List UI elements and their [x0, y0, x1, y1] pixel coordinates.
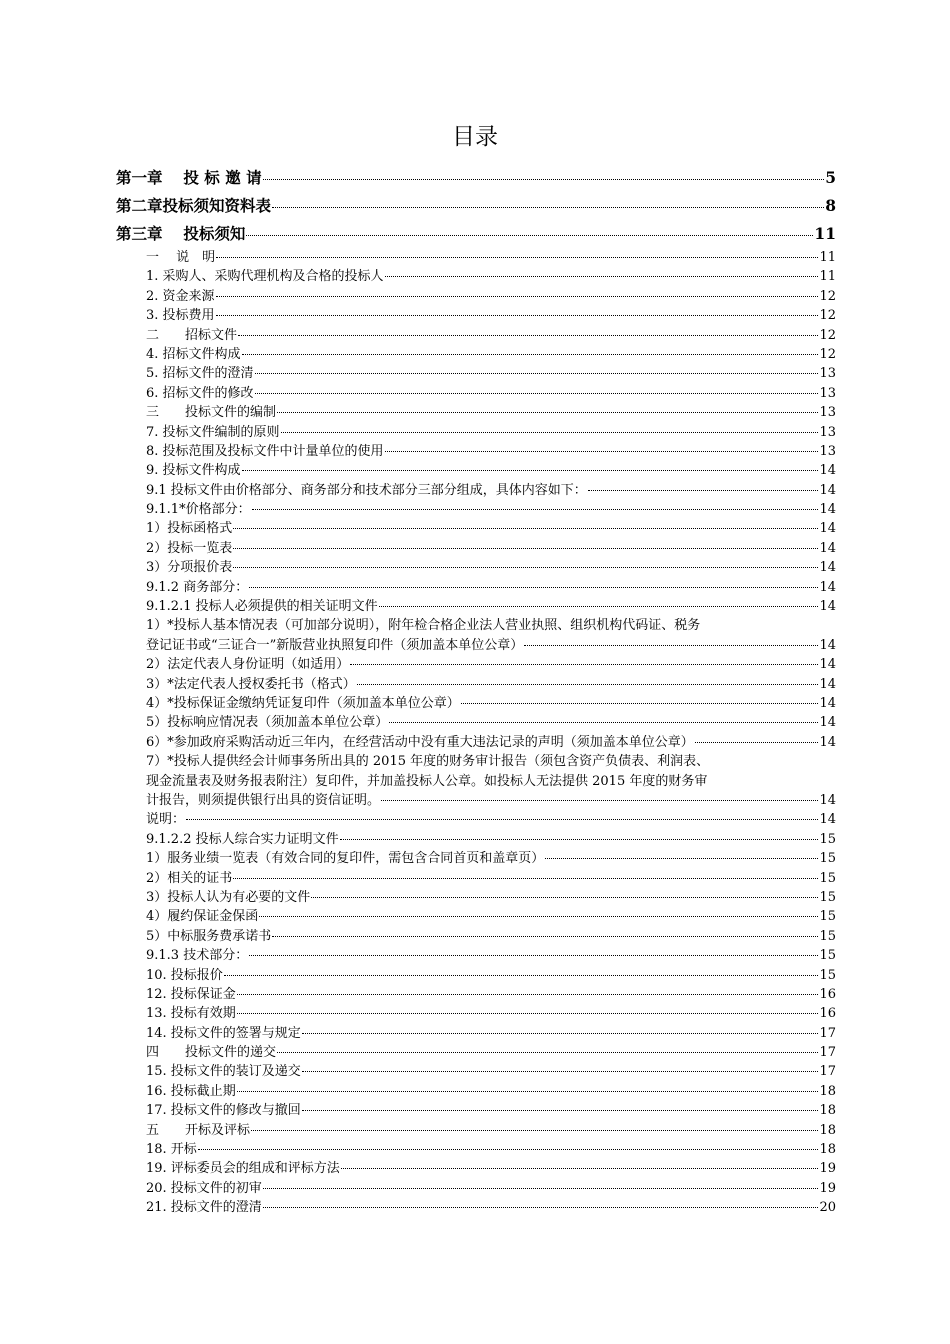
dot-leader — [385, 451, 819, 452]
toc-page-number: 14 — [819, 793, 836, 808]
toc-entry[interactable] — [116, 384, 836, 403]
dot-leader — [238, 335, 818, 336]
dot-leader — [281, 432, 819, 433]
toc-entry-label: 二 招标文件 — [146, 327, 238, 343]
toc-page-number: 11 — [819, 269, 836, 285]
toc-entry-label: 20. 投标文件的初审 — [146, 1180, 262, 1196]
toc-entry[interactable] — [116, 985, 836, 1004]
toc-page-number: 17 — [819, 1045, 836, 1061]
dot-leader — [340, 839, 819, 840]
toc-entry[interactable] — [116, 578, 836, 597]
dot-leader — [237, 1013, 819, 1014]
toc-entry-label: 3）分项报价表 — [146, 560, 233, 576]
toc-entry[interactable] — [116, 1159, 836, 1178]
dot-leader — [252, 509, 819, 510]
toc-page-number: 8 — [825, 196, 836, 215]
toc-entry[interactable] — [116, 927, 836, 946]
toc-entry[interactable] — [116, 461, 836, 480]
toc-entry[interactable] — [116, 849, 836, 868]
toc-entry[interactable] — [116, 1198, 836, 1217]
dot-leader — [263, 179, 825, 180]
toc-page-number: 14 — [819, 715, 836, 731]
toc-entry[interactable] — [116, 1121, 836, 1140]
toc-page-number: 13 — [819, 443, 836, 459]
toc-entry[interactable] — [116, 655, 836, 674]
dot-leader — [249, 955, 818, 956]
toc-entry-label: 3）*法定代表人授权委托书（格式） — [146, 676, 356, 692]
toc-page-number: 11 — [814, 224, 836, 243]
toc-page-number: 14 — [819, 696, 836, 712]
toc-entry-label: 1）投标函格式 — [146, 521, 233, 537]
toc-entry[interactable] — [116, 810, 836, 829]
toc-entry[interactable] — [116, 966, 836, 985]
dot-leader — [242, 354, 819, 355]
toc-entry[interactable] — [116, 1179, 836, 1198]
dot-leader — [545, 858, 818, 859]
dot-leader — [350, 664, 818, 665]
toc-entry[interactable] — [116, 248, 836, 267]
toc-page-number: 5 — [825, 168, 836, 187]
toc-chapter-label: 第二章投标须知资料表 — [116, 196, 272, 215]
toc-entry[interactable] — [116, 267, 836, 286]
toc-chapter-label: 第三章 投标须知 — [116, 224, 246, 243]
toc-entry[interactable] — [116, 306, 836, 325]
toc-page-number: 14 — [819, 579, 836, 595]
toc-entry-label: 6. 招标文件的修改 — [146, 385, 254, 401]
toc-page-number: 12 — [819, 308, 836, 324]
toc-page-number: 14 — [819, 676, 836, 692]
toc-entries — [116, 248, 836, 616]
toc-entry-label: 五 开标及评标 — [146, 1122, 251, 1138]
toc-page-number: 15 — [819, 967, 836, 983]
toc-entry[interactable] — [116, 1062, 836, 1081]
toc-entry-label: 一 说 明 — [146, 250, 216, 265]
toc-entry-label: 9.1.2.2 投标人综合实力证明文件 — [146, 831, 339, 847]
toc-entry-line: 登记证书或“三证合一”新版营业执照复印件（须加盖本单位公章） — [146, 637, 524, 653]
toc-entry-label: 13. 投标有效期 — [146, 1006, 236, 1022]
toc-entry[interactable] — [116, 713, 836, 732]
toc-entry[interactable] — [116, 442, 836, 461]
toc-entry-line: 1）*投标人基本情况表（可加部分说明），附年检合格企业法人营业执照、组织机构代码证、税务 — [146, 618, 701, 634]
dot-leader — [263, 1188, 819, 1189]
dot-leader — [186, 819, 818, 820]
dot-leader — [259, 916, 818, 917]
toc-entry[interactable] — [116, 519, 836, 538]
toc-page-number: 14 — [819, 463, 836, 479]
toc-entry[interactable] — [116, 481, 836, 500]
dot-leader — [216, 296, 819, 297]
dot-leader — [237, 1091, 819, 1092]
dot-leader — [379, 606, 819, 607]
toc-entry-label: 3）投标人认为有必要的文件 — [146, 889, 311, 905]
toc-entries — [116, 655, 836, 752]
dot-leader — [588, 490, 819, 491]
toc-page-number: 14 — [819, 482, 836, 498]
toc-page-number: 18 — [819, 1142, 836, 1158]
toc-page-number: 17 — [819, 1064, 836, 1080]
toc-entry-label: 4. 招标文件构成 — [146, 346, 241, 362]
toc-entry-label: 5）投标响应情况表（须加盖本单位公章） — [146, 715, 389, 731]
dot-leader — [255, 373, 819, 374]
toc-entry-multiline[interactable] — [116, 616, 836, 655]
dot-leader — [341, 1168, 819, 1169]
dot-leader — [233, 548, 818, 549]
toc-page-number: 15 — [819, 928, 836, 944]
toc-entry[interactable] — [116, 1101, 836, 1120]
toc-page-number: 13 — [819, 424, 836, 440]
toc-page-number: 13 — [819, 385, 836, 401]
toc-entry[interactable] — [116, 345, 836, 364]
toc-entry-label: 说明： — [146, 812, 186, 828]
table-of-contents — [116, 164, 836, 1218]
dot-leader — [381, 800, 818, 801]
toc-entry[interactable] — [116, 597, 836, 616]
toc-entry-label: 9.1.2.1 投标人必须提供的相关证明文件 — [146, 599, 378, 615]
toc-entry[interactable] — [116, 946, 836, 965]
toc-entry-label: 9.1 投标文件由价格部分、商务部分和技术部分三部分组成，具体内容如下： — [146, 482, 587, 498]
toc-entry[interactable] — [116, 733, 836, 752]
toc-entry-label: 1）服务业绩一览表（有效合同的复印件，需包含合同首页和盖章页） — [146, 851, 545, 867]
toc-page-number: 12 — [819, 346, 836, 362]
dot-leader — [251, 1130, 818, 1131]
toc-page-number: 18 — [819, 1103, 836, 1119]
toc-entry-label: 9. 投标文件构成 — [146, 463, 241, 479]
toc-chapter[interactable] — [116, 164, 836, 192]
toc-page-number: 14 — [819, 540, 836, 556]
toc-page-number: 19 — [819, 1180, 836, 1196]
dot-leader — [302, 1033, 819, 1034]
toc-page-number: 14 — [819, 521, 836, 537]
dot-leader — [461, 703, 819, 704]
toc-page-number: 15 — [819, 948, 836, 964]
toc-page-number: 18 — [819, 1122, 836, 1138]
toc-entry-label: 5）中标服务费承诺书 — [146, 928, 272, 944]
toc-entry-label: 17. 投标文件的修改与撤回 — [146, 1103, 301, 1119]
toc-entry[interactable] — [116, 888, 836, 907]
toc-entry-label: 2）投标一览表 — [146, 540, 233, 556]
dot-leader — [237, 994, 819, 995]
toc-entry[interactable] — [116, 1140, 836, 1159]
toc-entry[interactable] — [116, 326, 836, 345]
toc-entry-label: 2. 资金来源 — [146, 288, 215, 304]
dot-leader — [277, 412, 818, 413]
toc-chapter[interactable] — [116, 220, 836, 248]
toc-page-number: 14 — [819, 599, 836, 615]
toc-entry-label: 3. 投标费用 — [146, 308, 215, 324]
toc-entry[interactable] — [116, 403, 836, 422]
toc-entry[interactable] — [116, 907, 836, 926]
toc-entry-label: 四 投标文件的递交 — [146, 1045, 277, 1061]
toc-entry[interactable] — [116, 1004, 836, 1023]
dot-leader — [302, 1110, 819, 1111]
toc-entry-multiline[interactable] — [116, 752, 836, 810]
toc-title: 目录 — [452, 124, 498, 150]
toc-entry-label: 9.1.2 商务部分： — [146, 579, 249, 595]
toc-entry[interactable] — [116, 558, 836, 577]
toc-entry-line: 计报告，则须提供银行出具的资信证明。 — [146, 793, 381, 808]
toc-page-number: 14 — [819, 502, 836, 518]
dot-leader — [224, 975, 819, 976]
toc-entry[interactable] — [116, 675, 836, 694]
toc-entry-label: 8. 投标范围及投标文件中计量单位的使用 — [146, 443, 384, 459]
toc-entry[interactable] — [116, 1043, 836, 1062]
toc-entry[interactable] — [116, 539, 836, 558]
toc-entry[interactable] — [116, 423, 836, 442]
toc-page-number: 15 — [819, 831, 836, 847]
dot-leader — [233, 528, 818, 529]
dot-leader — [311, 897, 818, 898]
toc-entry-label: 18. 开标 — [146, 1142, 197, 1158]
toc-page-number: 12 — [819, 288, 836, 304]
toc-page-number: 12 — [819, 327, 836, 343]
toc-page-number: 15 — [819, 909, 836, 925]
toc-entry-label: 14. 投标文件的签署与规定 — [146, 1025, 301, 1041]
toc-page-number: 14 — [819, 734, 836, 750]
toc-entry-label: 9.1.1*价格部分： — [146, 502, 251, 518]
toc-page-number: 16 — [819, 986, 836, 1002]
dot-leader — [233, 878, 818, 879]
toc-entry-label: 三 投标文件的编制 — [146, 405, 277, 421]
toc-entry-label: 4）履约保证金保函 — [146, 909, 259, 925]
dot-leader — [246, 235, 813, 236]
dot-leader — [389, 722, 818, 723]
toc-page-number: 15 — [819, 889, 836, 905]
toc-entry[interactable] — [116, 694, 836, 713]
dot-leader — [263, 1207, 819, 1208]
toc-entry-label: 7. 投标文件编制的原则 — [146, 424, 280, 440]
toc-entry-label: 2）相关的证书 — [146, 870, 233, 886]
dot-leader — [272, 936, 818, 937]
dot-leader — [302, 1071, 819, 1072]
dot-leader — [198, 1149, 819, 1150]
toc-chapter-label: 第一章 投 标 邀 请 — [116, 168, 262, 187]
dot-leader — [385, 276, 819, 277]
toc-page-number: 18 — [819, 1083, 836, 1099]
toc-entry-label: 10. 投标报价 — [146, 967, 223, 983]
toc-entry-label: 15. 投标文件的装订及递交 — [146, 1064, 301, 1080]
toc-page-number: 13 — [819, 366, 836, 382]
dot-leader — [524, 645, 818, 646]
toc-entry[interactable] — [116, 1024, 836, 1043]
toc-entry-label: 6）*参加政府采购活动近三年内，在经营活动中没有重大违法记录的声明（须加盖本单位公章） — [146, 734, 694, 750]
toc-entry-label: 16. 投标截止期 — [146, 1083, 236, 1099]
toc-page-number: 16 — [819, 1006, 836, 1022]
dot-leader — [695, 742, 819, 743]
dot-leader — [255, 393, 819, 394]
toc-entry-line: 现金流量表及财务报表附注）复印件，并加盖投标人公章。如投标人无法提供 2015 年度的财务审 — [146, 773, 708, 789]
dot-leader — [277, 1052, 818, 1053]
toc-entry-label: 1. 采购人、采购代理机构及合格的投标人 — [146, 269, 384, 285]
toc-entry[interactable] — [116, 1082, 836, 1101]
toc-page-number: 19 — [819, 1161, 836, 1177]
toc-page-number: 11 — [819, 250, 836, 265]
dot-leader — [216, 257, 818, 258]
dot-leader — [272, 207, 824, 208]
toc-page-number: 15 — [819, 870, 836, 886]
toc-entry[interactable] — [116, 364, 836, 383]
dot-leader — [216, 315, 819, 316]
toc-page-number: 13 — [819, 405, 836, 421]
toc-entry[interactable] — [116, 287, 836, 306]
toc-entry[interactable] — [116, 830, 836, 849]
toc-page-number: 14 — [819, 637, 836, 653]
toc-entry-label: 9.1.3 技术部分： — [146, 948, 249, 964]
toc-page-number: 14 — [819, 812, 836, 828]
toc-page-number: 14 — [819, 657, 836, 673]
toc-chapter[interactable] — [116, 192, 836, 220]
toc-entry-label: 4）*投标保证金缴纳凭证复印件（须加盖本单位公章） — [146, 696, 460, 712]
toc-entry-label: 12. 投标保证金 — [146, 986, 236, 1002]
dot-leader — [233, 567, 818, 568]
toc-entry-line: 7）*投标人提供经会计师事务所出具的 2015 年度的财务审计报告（须包含资产负债表、利润表、 — [146, 754, 710, 770]
toc-entry-label: 21. 投标文件的澄清 — [146, 1200, 262, 1216]
toc-page-number: 15 — [819, 851, 836, 867]
toc-entry-label: 5. 招标文件的澄清 — [146, 366, 254, 382]
toc-page-number: 20 — [819, 1200, 836, 1216]
toc-page-number: 17 — [819, 1025, 836, 1041]
toc-entry-label: 2）法定代表人身份证明（如适用） — [146, 657, 350, 673]
toc-entry[interactable] — [116, 869, 836, 888]
dot-leader — [357, 684, 819, 685]
dot-leader — [249, 587, 818, 588]
dot-leader — [242, 470, 819, 471]
toc-page-number: 14 — [819, 560, 836, 576]
toc-entry-label: 19. 评标委员会的组成和评标方法 — [146, 1161, 340, 1177]
toc-entries — [116, 810, 836, 1217]
toc-entry[interactable] — [116, 500, 836, 519]
